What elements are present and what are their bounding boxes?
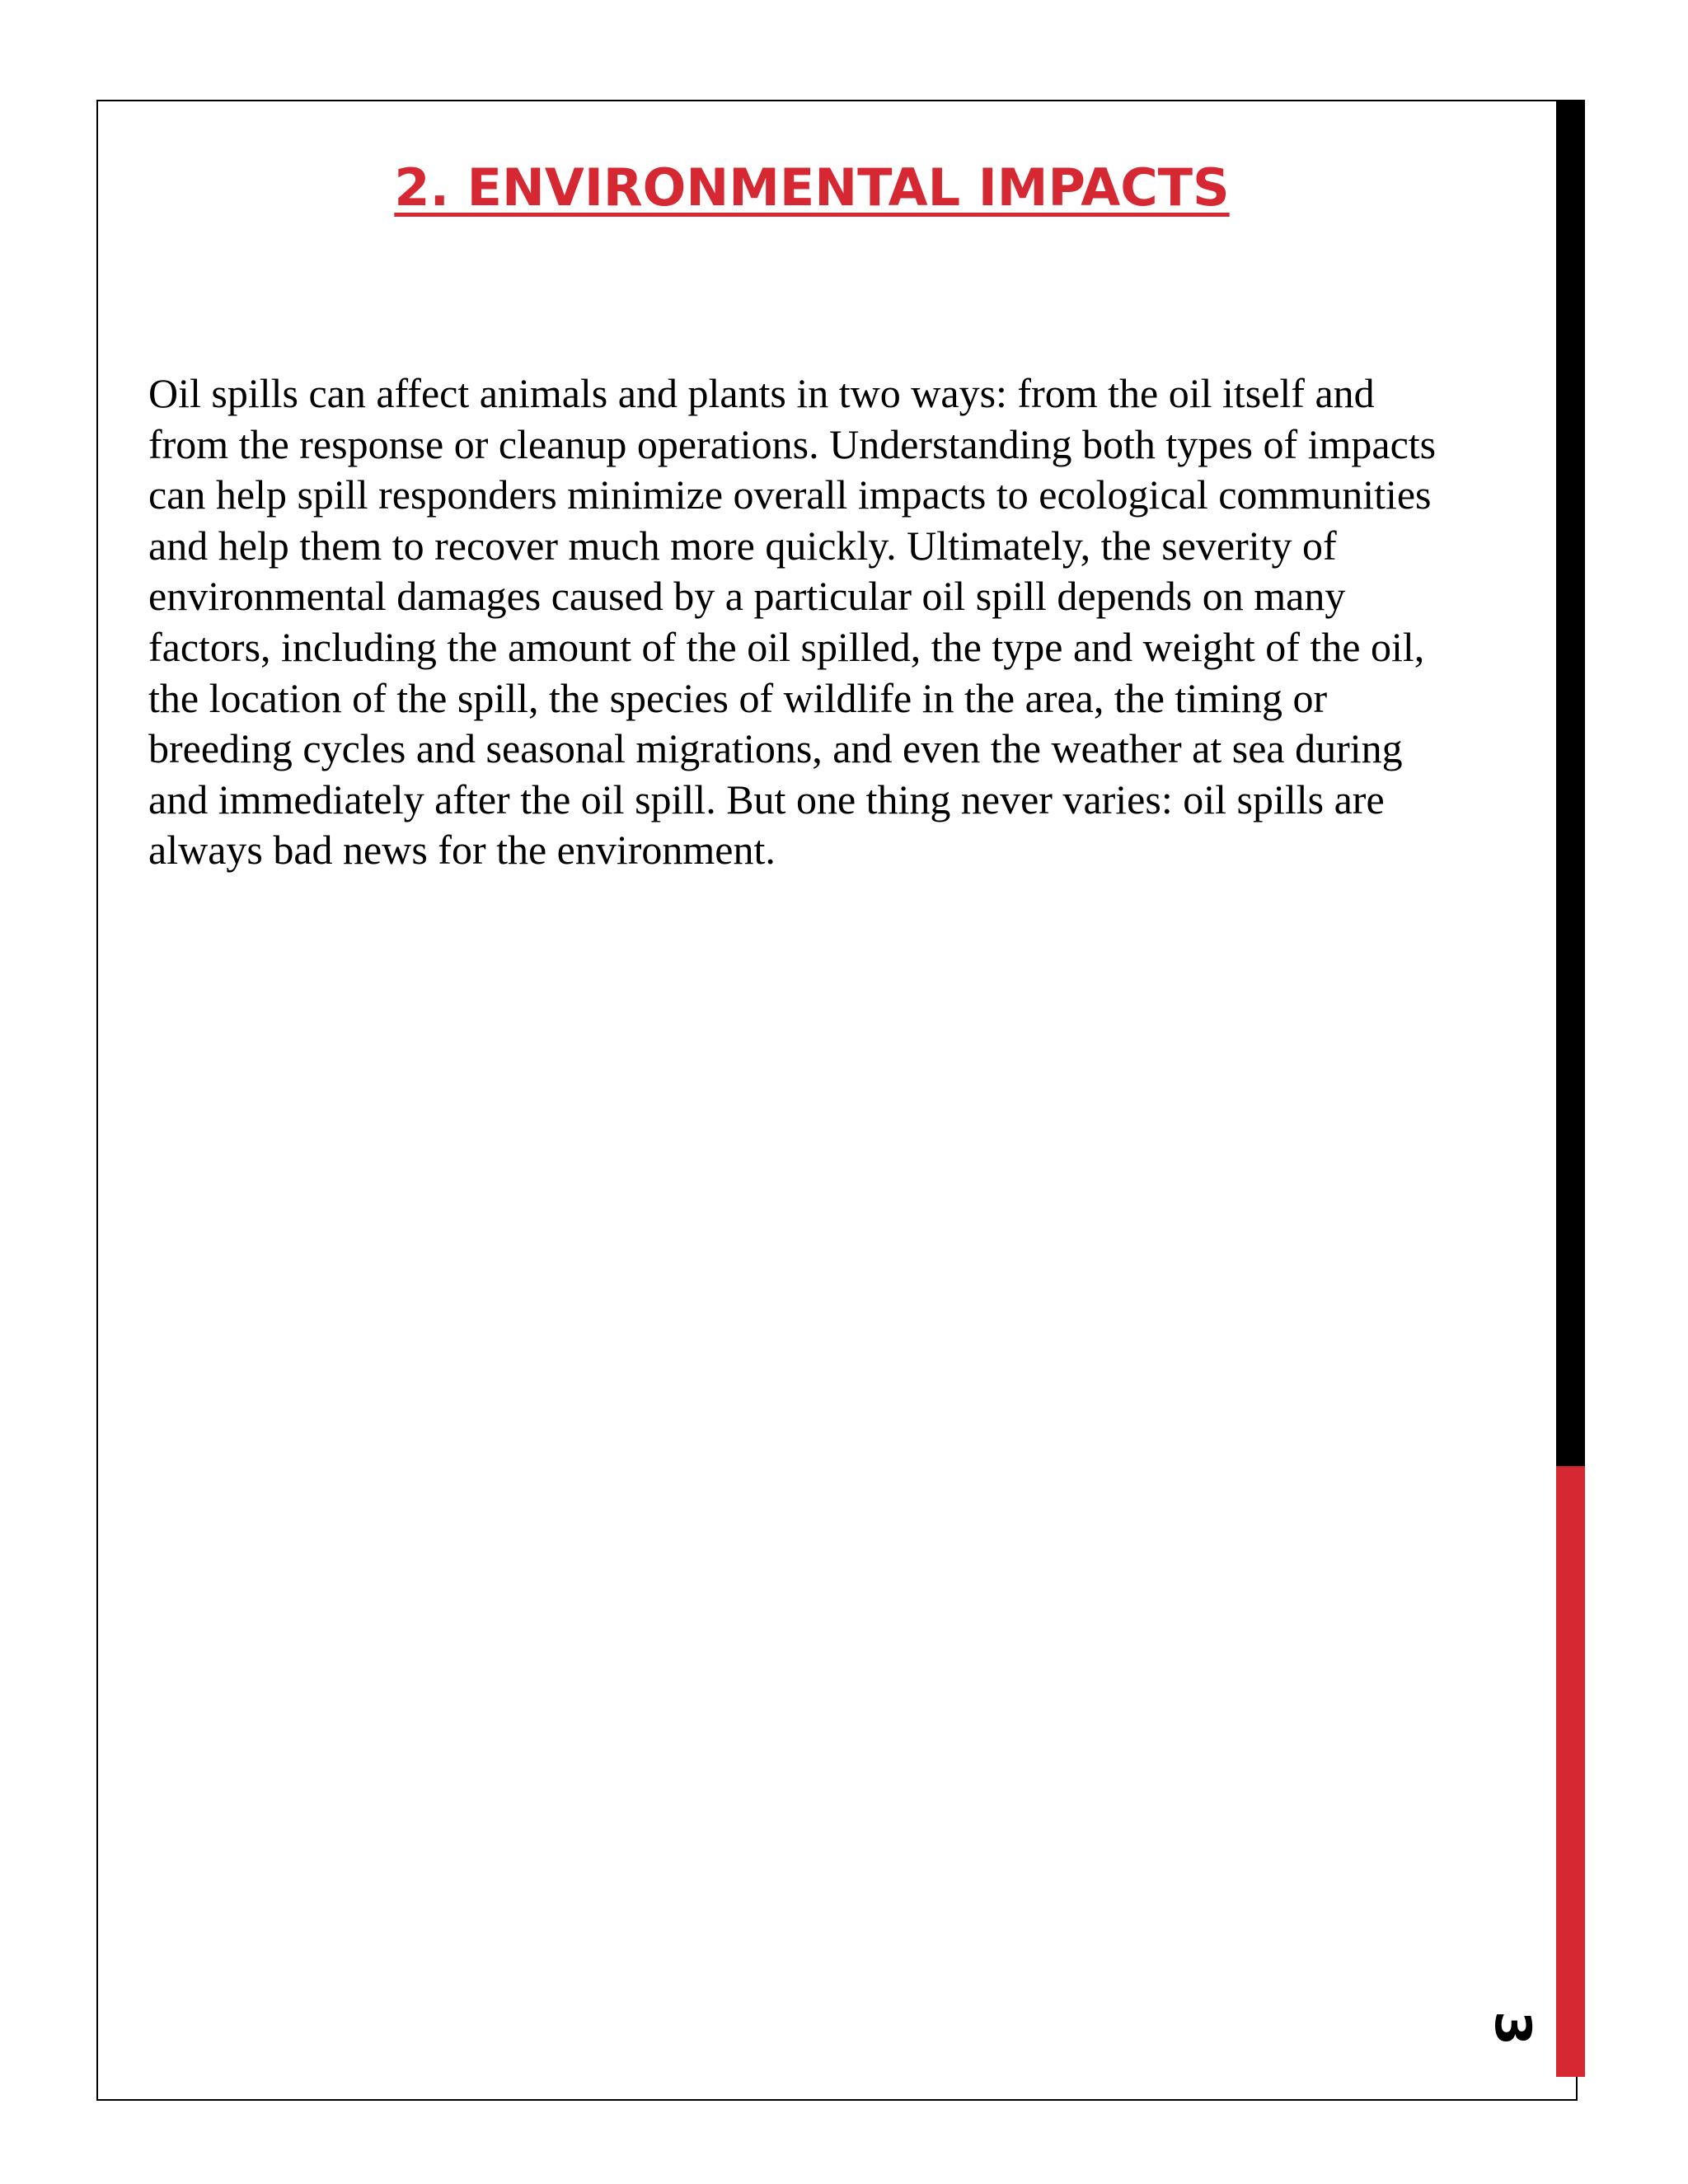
side-bar-red [1556, 1466, 1585, 2077]
page-number: 3 [1484, 2011, 1541, 2046]
body-line: and immediately after the oil spill. But one thing never varies: oil spills are [148, 776, 1385, 823]
body-line: environmental damages caused by a particular oil spill depends on many [148, 573, 1346, 620]
body-line: factors, including the amount of the oil spilled, the type and weight of the oil, [148, 623, 1425, 670]
body-line: and help them to recover much more quickly. Ultimately, the severity of [148, 522, 1337, 569]
body-line: can help spill responders minimize overall impacts to ecological communities [148, 471, 1432, 518]
body-line: always bad news for the environment. [148, 827, 776, 874]
body-line: breeding cycles and seasonal migrations, and even the weather at sea during [148, 725, 1403, 772]
body-line: the location of the spill, the species of wildlife in the area, the timing or [148, 674, 1328, 721]
section-title: 2. ENVIRONMENTAL IMPACTS [394, 157, 1230, 218]
body-line: from the response or cleanup operations. Understanding both types of impacts [148, 420, 1437, 467]
body-paragraph [148, 368, 1566, 876]
body-line: Oil spills can affect animals and plants in two ways: from the oil itself and [148, 370, 1375, 416]
